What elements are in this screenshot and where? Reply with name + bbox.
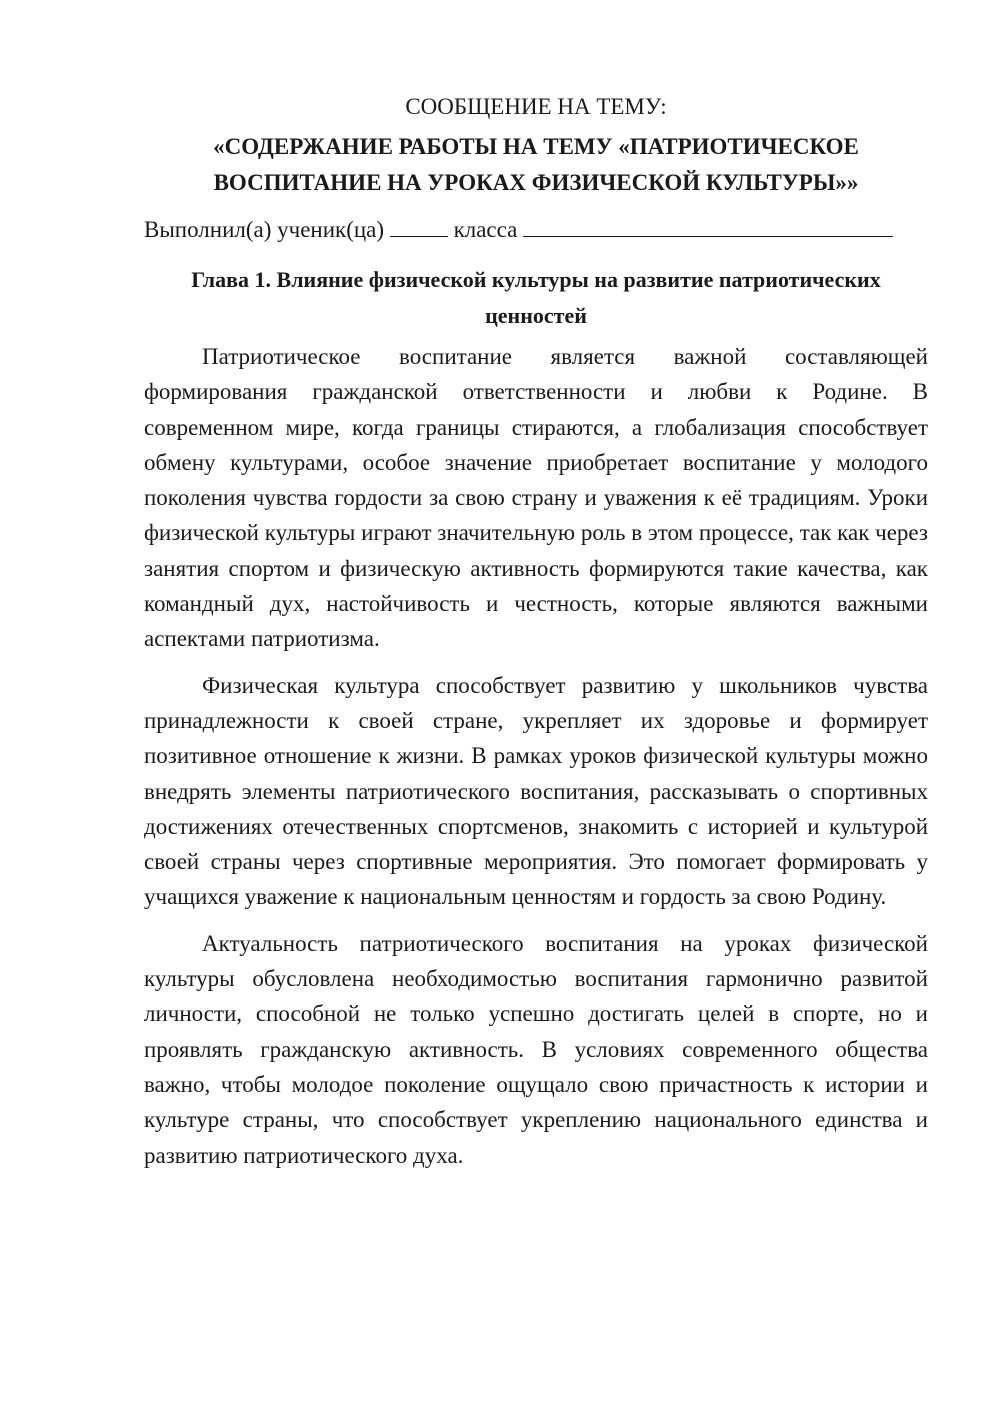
performed-label: Выполнил(а) ученик(ца) xyxy=(144,217,385,242)
document-page xyxy=(144,90,928,1173)
class-label: класса xyxy=(453,217,518,242)
class-number-blank xyxy=(390,214,448,237)
body-paragraph-3: Актуальность патриотического воспитания на уроках физической культуры обусловлена необходимостью воспитания гармонично развитой личности, способной не только успешно достигать целей в спорте, но и проявлять гражданскую активность. В условиях современного общества важно, чтобы молодое поколение ощущало свою причастность к истории и культуре страны, что способствует укреплению национального единства и развитию патриотического духа. xyxy=(144,930,928,1168)
author-line xyxy=(144,213,928,247)
body-paragraph-1: Патриотическое воспитание является важной составляющей формирования гражданской ответственности и любви к Родине. В современном мире, когда границы стираются, а глобализация способствует обмену культурами, особое значение приобретает воспитание у молодого поколения чувства гордости за свою страну и уважения к её традициям. Уроки физической культуры играют значительную роль в этом процессе, так как через занятия спортом и физическую активность формируются такие качества, как командный дух, настойчивость и честность, которые являются важными аспектами патриотизма. xyxy=(144,344,928,652)
chapter-title: Глава 1. Влияние физической культуры на развитие патриотических ценностей xyxy=(191,267,881,328)
document-title: «СОДЕРЖАНИЕ РАБОТЫ НА ТЕМУ «ПАТРИОТИЧЕСКОЕ ВОСПИТАНИЕ НА УРОКАХ ФИЗИЧЕСКОЙ КУЛЬТУРЫ»» xyxy=(213,134,859,195)
body-paragraph-2: Физическая культура способствует развитию у школьников чувства принадлежности к своей стране, укрепляет их здоровье и формирует позитивное отношение к жизни. В рамках уроков физической культуры можно внедрять элементы патриотического воспитания, рассказывать о спортивных достижениях отечественных спортсменов, знакомить с историей и культурой своей страны через спортивные мероприятия. Это помогает формировать у учащихся уважение к национальным ценностям и гордость за свою Родину. xyxy=(144,672,928,910)
document-header: СООБЩЕНИЕ НА ТЕМУ: xyxy=(405,94,667,119)
student-name-blank xyxy=(523,214,893,237)
